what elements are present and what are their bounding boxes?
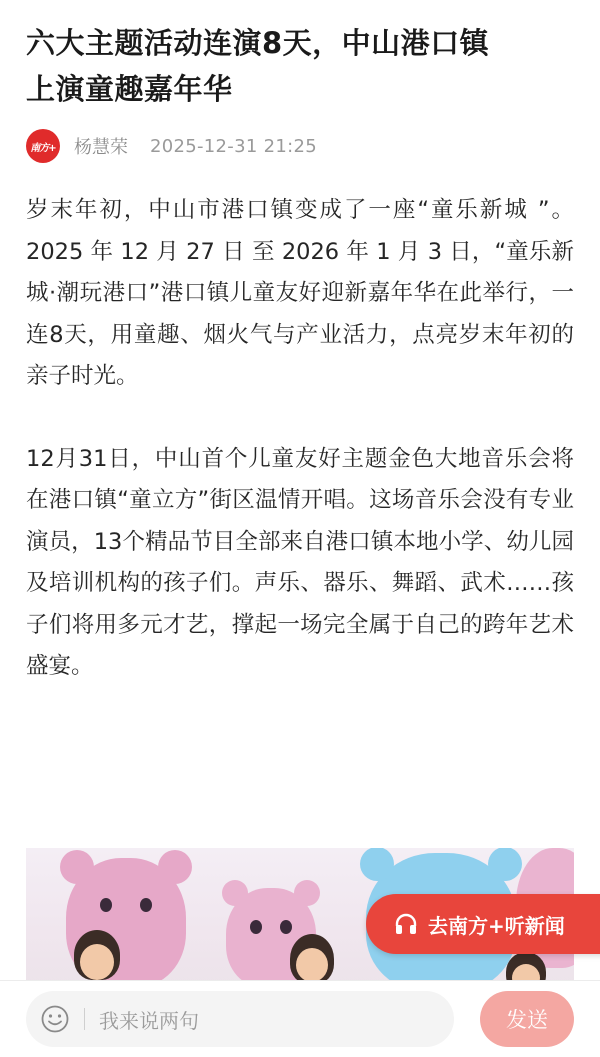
comment-bar (0, 980, 600, 1057)
listen-news-button[interactable] (366, 894, 600, 954)
source-logo-text: 南方+ (30, 142, 56, 154)
child-figure (74, 930, 120, 980)
send-button-label: 发送 (506, 1008, 548, 1032)
listen-news-label: 去南方+听新闻 (428, 913, 565, 938)
article-paragraph: 岁末年初，中山市港口镇变成了一座“童乐新城 ”。2025 年 12 月 27 日 至 2026 年 1 月 3 日，“童乐新城·潮玩港口”港口镇儿童友好迎新嘉年华在此举行，一连8天，用童趣、烟火气与产业活力，点亮岁末年初的亲子时光。 (26, 197, 574, 389)
author-name[interactable]: 杨慧荣 (74, 137, 128, 158)
comment-divider (84, 1008, 85, 1030)
article-paragraph: 12月31日，中山首个儿童友好主题金色大地音乐会将在港口镇“童立方”街区温情开唱。这场音乐会没有专业演员，13个精品节目全部来自港口镇本地小学、幼儿园及培训机构的孩子们。声乐、器乐、舞蹈、武术……孩子们将用多元才艺，撑起一场完全属于自己的跨年艺术盛宴。 (26, 445, 574, 679)
headphones-icon (394, 912, 418, 936)
comment-placeholder: 我来说两句 (99, 1008, 199, 1033)
article-meta (26, 128, 574, 164)
publish-datetime: 2025-12-31 21:25 (150, 135, 318, 157)
article-title (26, 0, 574, 112)
child-figure (290, 934, 334, 984)
send-button[interactable] (480, 991, 574, 1047)
smiley-icon[interactable] (40, 1004, 70, 1034)
article-title-line2: 上演童趣嘉年华 (26, 72, 233, 106)
article-title-line1: 六大主题活动连演8天，中山港口镇 (26, 26, 490, 60)
source-logo[interactable] (26, 129, 60, 163)
comment-input[interactable] (26, 991, 454, 1047)
